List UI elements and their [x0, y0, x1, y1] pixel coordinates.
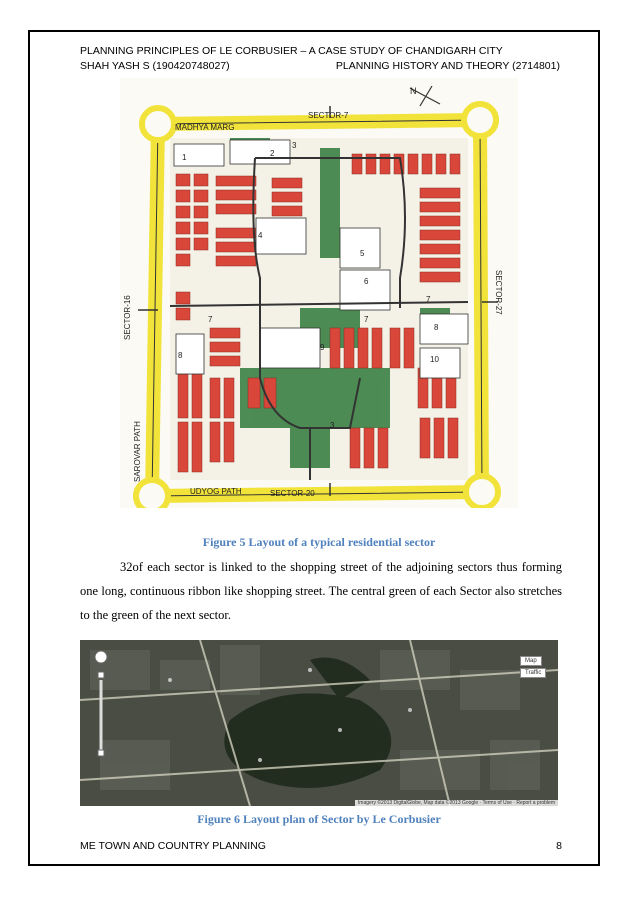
plot-number: 3: [292, 141, 297, 150]
header-title: PLANNING PRINCIPLES OF LE CORBUSIER – A CASE STUDY OF CHANDIGARH CITY: [80, 45, 503, 57]
plot-number: 10: [430, 355, 439, 364]
traffic-button[interactable]: Traffic: [520, 668, 546, 678]
sector-right-label: SECTOR-27: [494, 270, 503, 315]
north-label: N: [410, 86, 417, 96]
footer-text: ME TOWN AND COUNTRY PLANNING: [80, 840, 266, 852]
sector-top-label: SECTOR-7: [308, 111, 349, 120]
map-credit: Imagery ©2013 DigitalGlobe, Map data ©2013 Google · Terms of Use · Report a problem: [355, 800, 558, 806]
satellite-imagery: [80, 640, 558, 806]
page-number: 8: [556, 840, 562, 852]
plot-number: 7: [208, 315, 213, 324]
madhya-marg-label: MADHYA MARG: [175, 123, 235, 132]
page-header: [80, 44, 560, 74]
figure6-caption: Figure 6 Layout plan of Sector by Le Corbusier: [197, 812, 441, 826]
plot-number: 1: [182, 153, 187, 162]
plot-number: 3: [330, 421, 335, 430]
plot-number: 7: [364, 315, 369, 324]
plot-number: 8: [178, 351, 183, 360]
plot-number: 9: [320, 343, 325, 352]
body-paragraph: [80, 555, 562, 627]
map-type-button[interactable]: Map: [520, 656, 542, 666]
sarovar-path-label: SAROVAR PATH: [133, 421, 142, 482]
plot-number: 8: [434, 323, 439, 332]
sector-bottom-label: SECTOR-20: [270, 489, 315, 498]
header-author: SHAH YASH S (190420748027): [80, 60, 230, 72]
sector-layout-figure: [120, 78, 518, 508]
udyog-path-label: UDYOG PATH: [190, 487, 242, 496]
plot-number: 2: [270, 149, 275, 158]
plot-number: 5: [360, 249, 365, 258]
zoom-slider-icon[interactable]: [94, 650, 108, 760]
plot-number: 7: [426, 295, 431, 304]
header-subject: PLANNING HISTORY AND THEORY (2714801): [335, 60, 560, 72]
satellite-map-figure: [80, 640, 558, 806]
figure5-caption: Figure 5 Layout of a typical residential sector: [202, 535, 436, 549]
plot-number: 6: [364, 277, 369, 286]
sector-left-label: SECTOR-16: [123, 295, 132, 340]
page-footer: [80, 840, 562, 852]
zoom-control[interactable]: [94, 650, 108, 765]
plot-number: 4: [258, 231, 263, 240]
paragraph-text: 32of each sector is linked to the shopping street of the adjoining sectors thus forming one long, continuous ribbon like shopping street. The central green of each Sector also stretches to the green of the next sector.: [80, 560, 562, 622]
